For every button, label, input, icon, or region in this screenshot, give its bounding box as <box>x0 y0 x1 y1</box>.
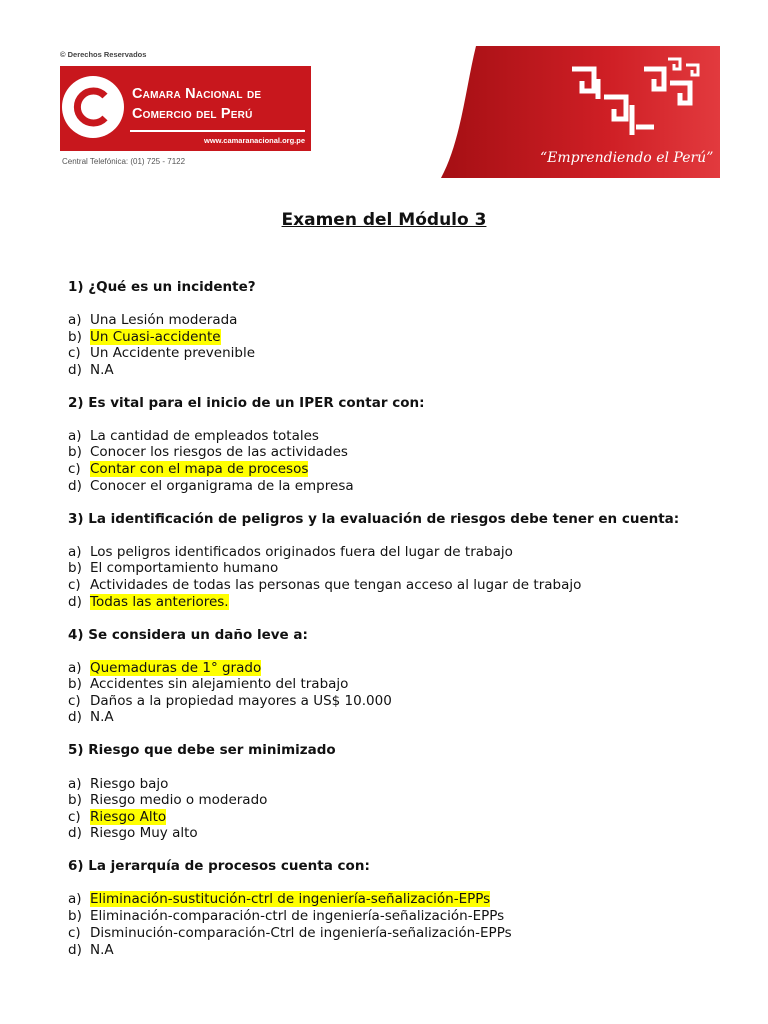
option-text: N.A <box>90 942 114 958</box>
option-letter: a) <box>68 544 82 560</box>
option-text: Conocer los riesgos de las actividades <box>90 444 348 460</box>
option-text-highlighted: Contar con el mapa de procesos <box>90 461 309 477</box>
question-3: 3) La identificación de peligros y la evaluación de riesgos debe tener en cuenta: <box>68 511 680 527</box>
option-letter: a) <box>68 312 82 328</box>
option-1a[interactable] <box>68 312 237 328</box>
option-letter: d) <box>68 594 82 610</box>
option-letter: d) <box>68 825 82 841</box>
option-4c[interactable] <box>68 693 392 709</box>
option-4d[interactable] <box>68 709 114 725</box>
inca-motif-icon <box>568 55 708 141</box>
option-text: N.A <box>90 362 114 378</box>
option-6a[interactable] <box>68 891 490 907</box>
option-text: Accidentes sin alejamiento del trabajo <box>90 676 349 692</box>
option-letter: c) <box>68 693 81 709</box>
question-2: 2) Es vital para el inicio de un IPER contar con: <box>68 395 425 411</box>
question-5: 5) Riesgo que debe ser minimizado <box>68 742 336 758</box>
website-url[interactable]: www.camaranacional.org.pe <box>203 136 305 145</box>
option-text: Una Lesión moderada <box>90 312 238 328</box>
option-3d[interactable] <box>68 594 229 610</box>
option-4b[interactable] <box>68 676 348 692</box>
option-letter: d) <box>68 942 82 958</box>
option-6d[interactable] <box>68 942 114 958</box>
option-letter: b) <box>68 560 82 576</box>
option-1c[interactable] <box>68 345 255 361</box>
option-letter: c) <box>68 577 81 593</box>
option-text: Daños a la propiedad mayores a US$ 10.000 <box>90 693 392 709</box>
option-2a[interactable] <box>68 428 319 444</box>
option-letter: d) <box>68 362 82 378</box>
exam-title: Examen del Módulo 3 <box>281 210 487 230</box>
copyright-text: © Derechos Reservados <box>60 50 147 59</box>
option-letter: b) <box>68 908 82 924</box>
question-6: 6) La jerarquía de procesos cuenta con: <box>68 858 370 874</box>
option-letter: b) <box>68 792 82 808</box>
option-text: Eliminación-comparación-ctrl de ingeniería-señalización-EPPs <box>90 908 505 924</box>
option-5b[interactable] <box>68 792 267 808</box>
option-4a[interactable] <box>68 660 261 676</box>
option-text: N.A <box>90 709 114 725</box>
logo-divider <box>130 130 305 132</box>
option-2d[interactable] <box>68 478 354 494</box>
option-3b[interactable] <box>68 560 278 576</box>
option-letter: c) <box>68 925 81 941</box>
option-letter: c) <box>68 345 81 361</box>
option-letter: b) <box>68 329 82 345</box>
option-letter: d) <box>68 478 82 494</box>
org-name-line-1: Camara Nacional de <box>132 86 262 102</box>
option-text-highlighted: Quemaduras de 1° grado <box>90 660 262 676</box>
option-text: Riesgo bajo <box>90 776 169 792</box>
option-letter: c) <box>68 461 81 477</box>
option-text-highlighted: Todas las anteriores. <box>90 594 229 610</box>
option-text-highlighted: Riesgo Alto <box>90 809 167 825</box>
option-text: Disminución-comparación-Ctrl de ingeniería-señalización-EPPs <box>90 925 512 941</box>
option-text: Los peligros identificados originados fuera del lugar de trabajo <box>90 544 513 560</box>
organization-name <box>132 84 261 124</box>
option-text: Actividades de todas las personas que tengan acceso al lugar de trabajo <box>90 577 582 593</box>
option-2b[interactable] <box>68 444 348 460</box>
option-text: Conocer el organigrama de la empresa <box>90 478 354 494</box>
option-1d[interactable] <box>68 362 114 378</box>
org-name-line-2: Comercio del Perú <box>132 106 253 122</box>
option-letter: a) <box>68 776 82 792</box>
option-text: Riesgo Muy alto <box>90 825 198 841</box>
option-text: Riesgo medio o moderado <box>90 792 268 808</box>
option-letter: b) <box>68 676 82 692</box>
phone-number: Central Telefónica: (01) 725 - 7122 <box>62 157 186 166</box>
logo-block <box>60 66 311 151</box>
option-text: Un Accidente prevenible <box>90 345 255 361</box>
option-5a[interactable] <box>68 776 168 792</box>
option-text-highlighted: Eliminación-sustitución-ctrl de ingeniería-señalización-EPPs <box>90 891 491 907</box>
option-3a[interactable] <box>68 544 513 560</box>
option-text-highlighted: Un Cuasi-accidente <box>90 329 221 345</box>
option-1b[interactable] <box>68 329 221 345</box>
option-letter: b) <box>68 444 82 460</box>
question-4: 4) Se considera un daño leve a: <box>68 627 308 643</box>
option-text: La cantidad de empleados totales <box>90 428 319 444</box>
option-letter: a) <box>68 660 82 676</box>
option-5c[interactable] <box>68 809 166 825</box>
option-6c[interactable] <box>68 925 512 941</box>
option-text: El comportamiento humano <box>90 560 279 576</box>
option-2c[interactable] <box>68 461 308 477</box>
option-letter: a) <box>68 428 82 444</box>
option-letter: a) <box>68 891 82 907</box>
option-5d[interactable] <box>68 825 198 841</box>
question-1: 1) ¿Qué es un incidente? <box>68 279 256 295</box>
slogan: “Emprendiendo el Perú” <box>540 150 714 166</box>
option-6b[interactable] <box>68 908 504 924</box>
option-letter: d) <box>68 709 82 725</box>
logo-c-icon <box>73 87 113 127</box>
option-letter: c) <box>68 809 81 825</box>
option-3c[interactable] <box>68 577 581 593</box>
